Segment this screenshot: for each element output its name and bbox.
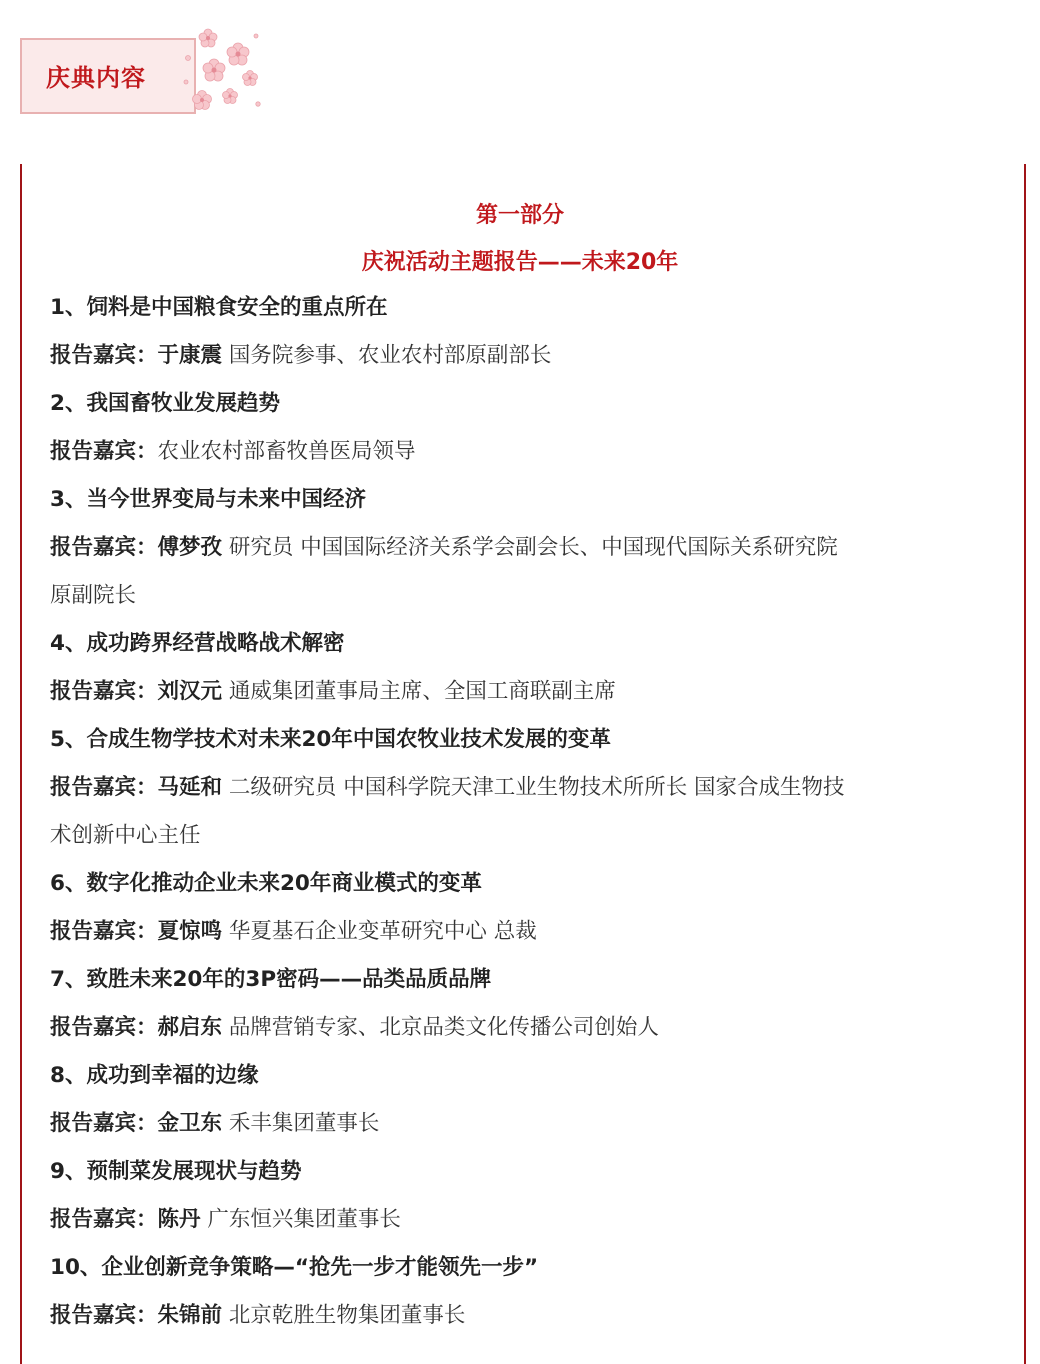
guest-label: 报告嘉宾： (50, 535, 158, 560)
guest-label: 报告嘉宾： (50, 343, 158, 368)
guest-line-4 (50, 668, 1010, 716)
guest-name: 金卫东 (157, 1111, 223, 1136)
report-subtitle: 庆祝活动主题报告——未来20年 (361, 250, 679, 275)
guest-desc-continued-5: 术创新中心主任 (50, 823, 201, 848)
guest-label: 报告嘉宾： (50, 1303, 158, 1328)
guest-desc: 北京乾胜生物集团董事长 (228, 1303, 466, 1328)
guest-desc: 二级研究员 中国科学院天津工业生物技术所所长 国家合成生物技 (228, 775, 845, 800)
guest-line-9 (50, 1196, 1010, 1244)
guest-line-5 (50, 764, 1010, 812)
guest-line-10 (50, 1292, 1010, 1340)
guest-name: 朱锦前 (157, 1303, 223, 1328)
guest-name: 马延和 (157, 775, 223, 800)
report-title-8: 8、成功到幸福的边缘 (50, 1063, 259, 1088)
guest-line-2 (50, 428, 1010, 476)
guest-label: 报告嘉宾： (50, 679, 158, 704)
report-title-10: 10、企业创新竞争策略—“抢先一步才能领先一步” (50, 1255, 539, 1280)
guest-label: 报告嘉宾： (50, 775, 158, 800)
guest-name: 陈丹 (157, 1207, 201, 1232)
guest-name: 夏惊鸣 (157, 919, 223, 944)
guest-desc: 品牌营销专家、北京品类文化传播公司创始人 (228, 1015, 659, 1040)
guest-line-1 (50, 332, 1010, 380)
part-heading: 第一部分 (475, 203, 564, 228)
guest-line-6 (50, 908, 1010, 956)
guest-desc: 农业农村部畜牧兽医局领导 (157, 439, 416, 464)
report-title-9: 9、预制菜发展现状与趋势 (50, 1159, 302, 1184)
guest-name: 刘汉元 (157, 679, 223, 704)
guest-line-7 (50, 1004, 1010, 1052)
guest-desc: 禾丰集团董事长 (228, 1111, 380, 1136)
guest-line-3 (50, 524, 1010, 572)
guest-label: 报告嘉宾： (50, 439, 158, 464)
guest-desc: 研究员 中国国际经济关系学会副会长、中国现代国际关系研究院 (228, 535, 838, 560)
guest-label: 报告嘉宾： (50, 1111, 158, 1136)
blossom-decoration-icon (168, 20, 268, 120)
report-title-2: 2、我国畜牧业发展趋势 (50, 391, 280, 416)
guest-name: 郝启东 (157, 1015, 223, 1040)
guest-desc-continued-3: 原副院长 (50, 583, 137, 608)
report-title-6: 6、数字化推动企业未来20年商业模式的变革 (50, 871, 482, 896)
guest-desc: 国务院参事、农业农村部原副部长 (228, 343, 552, 368)
guest-label: 报告嘉宾： (50, 1015, 158, 1040)
report-title-5: 5、合成生物学技术对未来20年中国农牧业技术发展的变革 (50, 727, 611, 752)
guest-name: 傅梦孜 (157, 535, 223, 560)
report-title-4: 4、成功跨界经营战略战术解密 (50, 631, 345, 656)
guest-desc: 华夏基石企业变革研究中心 总裁 (228, 919, 537, 944)
report-title-7: 7、致胜未来20年的3P密码——品类品质品牌 (50, 967, 492, 992)
guest-desc: 通威集团董事局主席、全国工商联副主席 (228, 679, 616, 704)
guest-line-8 (50, 1100, 1010, 1148)
report-title-3: 3、当今世界变局与未来中国经济 (50, 487, 366, 512)
report-title-1: 1、饲料是中国粮食安全的重点所在 (50, 295, 388, 320)
guest-name: 于康震 (157, 343, 223, 368)
guest-label: 报告嘉宾： (50, 1207, 158, 1232)
guest-desc: 广东恒兴集团董事长 (207, 1207, 401, 1232)
guest-label: 报告嘉宾： (50, 919, 158, 944)
section-label-title: 庆典内容 (46, 64, 146, 92)
